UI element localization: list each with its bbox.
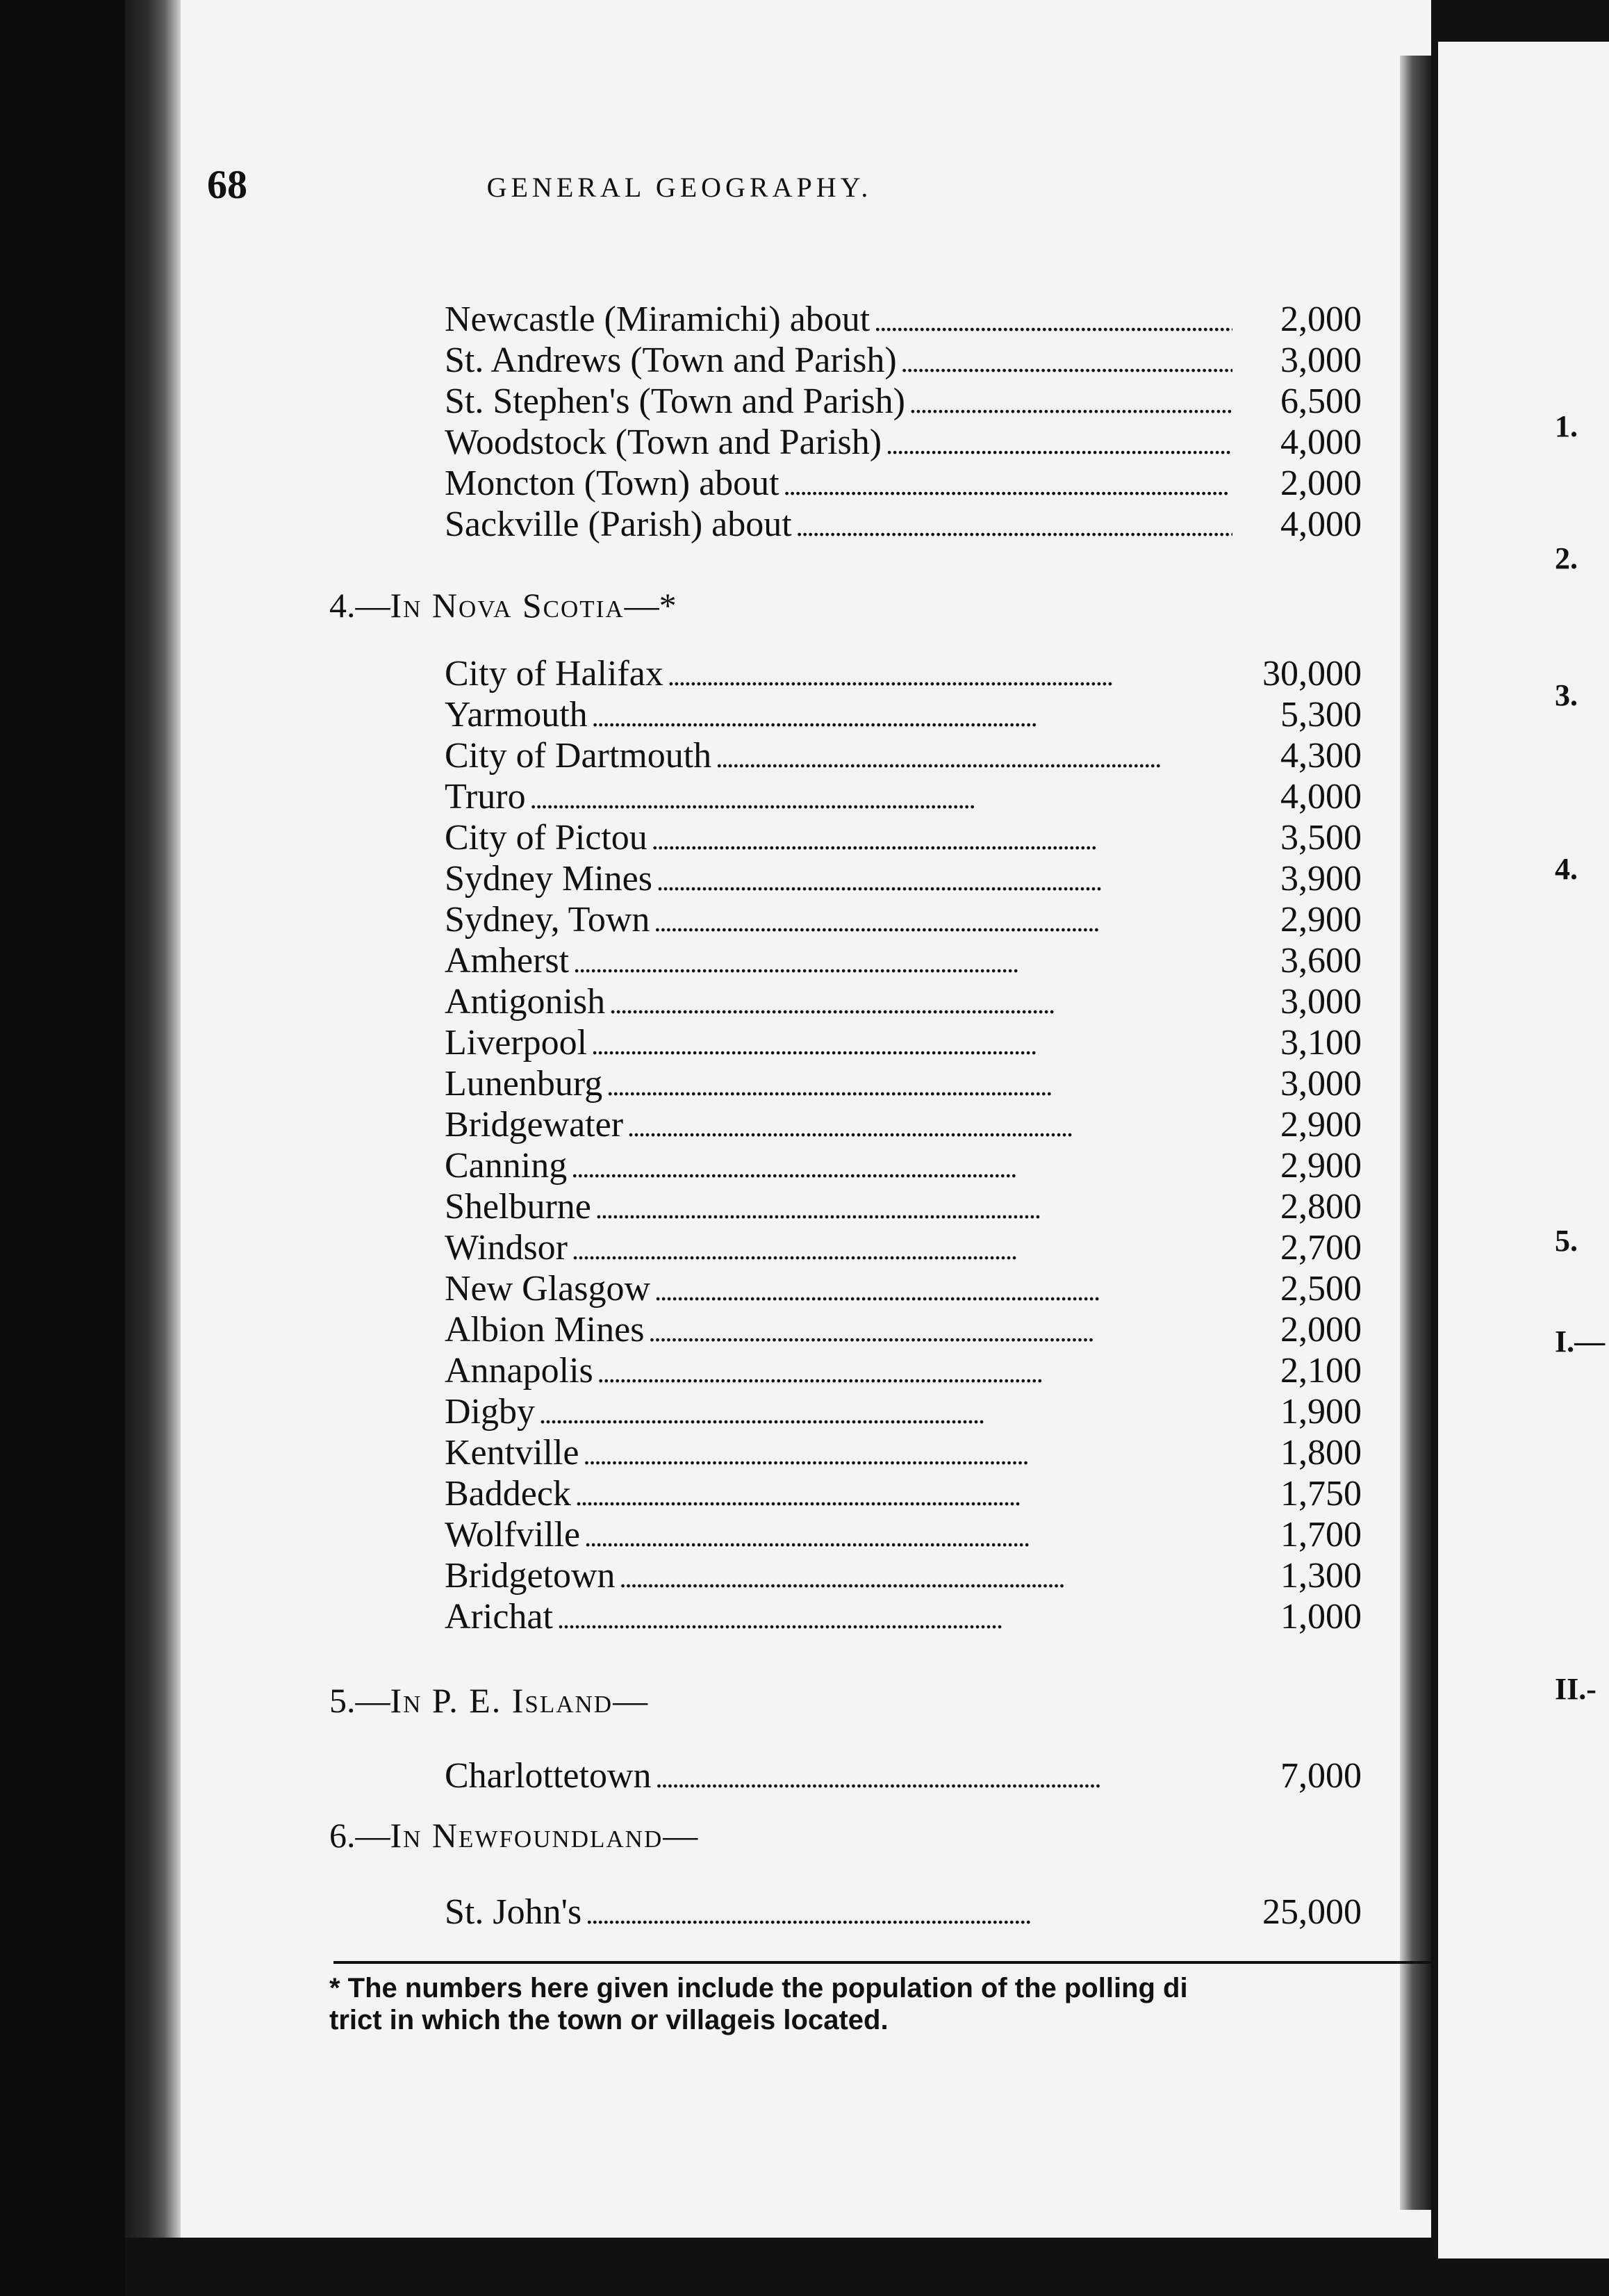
list-item: Bridgewater . . . 2,900 <box>445 1104 1362 1145</box>
list-item: Yarmouth . . . 5,300 <box>445 694 1362 735</box>
list-item: City of Pictou . . . 3,500 <box>445 817 1362 858</box>
list-item: Amherst . . . 3,600 <box>445 940 1362 981</box>
list-item: St. Stephen's (Town and Parish) . . . 6,500 <box>445 381 1362 422</box>
population-list-new-brunswick <box>445 299 1362 545</box>
facing-mark: 5. <box>1555 1224 1578 1258</box>
list-item: Windsor . . . 2,700 <box>445 1227 1362 1268</box>
book-spine-shadow <box>125 0 181 2238</box>
section-heading-newfoundland: 6.—In Newfoundland— <box>329 1816 698 1855</box>
list-item: St. Andrews (Town and Parish) . . . 3,000 <box>445 340 1362 381</box>
list-item: Arichat . . . 1,000 <box>445 1596 1362 1637</box>
list-item: Charlottetown . . . 7,000 <box>445 1755 1362 1796</box>
running-head: GENERAL GEOGRAPHY. <box>486 172 873 203</box>
footnote-line: trict in which the town or villageis located. <box>329 2005 889 2035</box>
facing-mark: 3. <box>1555 678 1578 712</box>
list-item: Woodstock (Town and Parish) . . . 4,000 <box>445 422 1362 463</box>
facing-mark: 2. <box>1555 541 1578 575</box>
list-item: Newcastle (Miramichi) about . . . 2,000 <box>445 299 1362 340</box>
footnote <box>329 1972 1413 2036</box>
list-item: Baddeck . . . 1,750 <box>445 1473 1362 1514</box>
list-item: Kentville . . . 1,800 <box>445 1432 1362 1473</box>
facing-mark: 4. <box>1555 852 1578 886</box>
list-item: Shelburne . . . 2,800 <box>445 1186 1362 1227</box>
list-item: Annapolis . . . 2,100 <box>445 1350 1362 1391</box>
list-item: City of Dartmouth . . . 4,300 <box>445 735 1362 776</box>
facing-mark: II.- <box>1555 1672 1596 1706</box>
scan-background <box>0 0 125 2296</box>
list-item: Moncton (Town) about . . . 2,000 <box>445 463 1362 504</box>
section-heading-pei: 5.—In P. E. Island— <box>329 1681 648 1720</box>
list-item: Sydney, Town . . . 2,900 <box>445 899 1362 940</box>
footnote-divider <box>333 1961 1431 1964</box>
population-list-pei <box>445 1755 1362 1796</box>
facing-mark: I.— <box>1555 1325 1606 1359</box>
list-item: City of Halifax . . . 30,000 <box>445 653 1362 694</box>
page-number: 68 <box>207 162 247 207</box>
page-header <box>207 161 1145 210</box>
list-item: Digby . . . 1,900 <box>445 1391 1362 1432</box>
facing-page-margin <box>1555 0 1609 2296</box>
facing-mark: 1. <box>1555 409 1578 443</box>
list-item: Truro . . . 4,000 <box>445 776 1362 817</box>
list-item: Wolfville . . . 1,700 <box>445 1514 1362 1555</box>
list-item: Antigonish . . . 3,000 <box>445 981 1362 1022</box>
list-item: Canning . . . 2,900 <box>445 1145 1362 1186</box>
list-item: Sydney Mines . . . 3,900 <box>445 858 1362 899</box>
list-item: St. John's . . . 25,000 <box>445 1892 1362 1933</box>
population-list-newfoundland <box>445 1892 1362 1933</box>
footnote-line: * The numbers here given include the population of the polling di <box>329 1973 1188 2003</box>
list-item: Lunenburg . . . 3,000 <box>445 1063 1362 1104</box>
list-item: Bridgetown . . . 1,300 <box>445 1555 1362 1596</box>
list-item: Sackville (Parish) about . . . 4,000 <box>445 504 1362 545</box>
book-gutter-shadow <box>1400 56 1431 2210</box>
section-heading-nova-scotia: 4.—In Nova Scotia—* <box>329 586 677 625</box>
list-item: Liverpool . . . 3,100 <box>445 1022 1362 1063</box>
list-item: Albion Mines . . . 2,000 <box>445 1309 1362 1350</box>
population-list-nova-scotia <box>445 653 1362 1637</box>
list-item: New Glasgow . . . 2,500 <box>445 1268 1362 1309</box>
